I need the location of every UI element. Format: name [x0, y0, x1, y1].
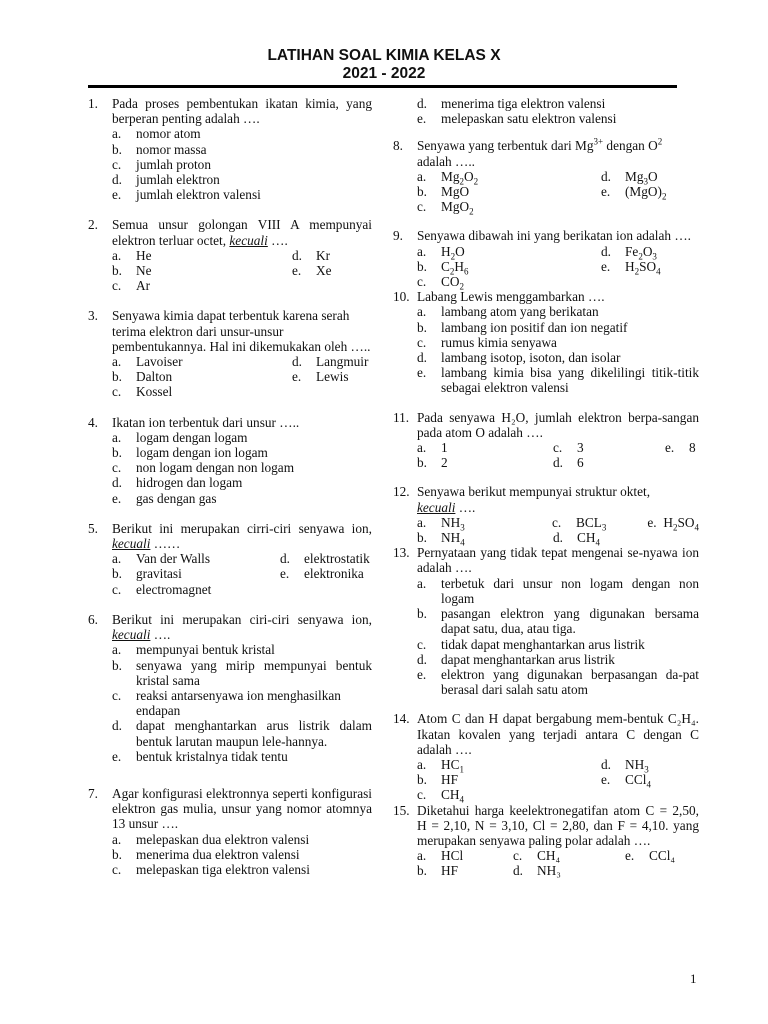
option-c: c. MgO$_2$ — [417, 199, 474, 217]
options-row — [112, 551, 372, 566]
options-row — [417, 243, 699, 262]
option-b: b. $C_2H_6$ — [417, 258, 469, 277]
option-d: d. $Mg_3O$ — [601, 168, 658, 187]
options-row — [417, 848, 699, 863]
options-row — [417, 440, 699, 455]
option-c: c. Kossel — [112, 384, 173, 400]
question-number: 1. — [88, 96, 98, 111]
option-e: e. Lewis — [292, 369, 349, 385]
question-number: 3. — [88, 308, 98, 324]
options-row — [417, 530, 699, 548]
question-8 — [393, 136, 699, 217]
option-c: c. tidak dapat menghantarkan arus listrik — [417, 636, 645, 652]
option-c: c. $BCL_3$ — [552, 514, 607, 533]
question-number: 6. — [88, 611, 98, 627]
option-d: d. dapat menghantarkan arus listrik — [417, 651, 615, 667]
option-e: e. $(MgO)_2$ — [601, 184, 667, 202]
school-year: 2021 - 2022 — [342, 65, 426, 82]
option-a: a. Lavoiser — [112, 354, 183, 370]
option-a: a. 1 — [417, 440, 448, 456]
option-b: b. HF — [417, 863, 458, 879]
option-b: b. gravitasi — [112, 566, 182, 582]
options-row — [417, 258, 699, 277]
right-column — [393, 96, 699, 879]
option-b: b. logam dengan ion logam — [112, 445, 268, 461]
option-d: d. menerima tiga elektron valensi — [417, 96, 606, 111]
page-title: LATIHAN SOAL KIMIA KELAS X — [267, 47, 501, 64]
option-b: b. 2 — [417, 455, 448, 471]
option-a: a. Van der Walls — [112, 551, 211, 567]
question-stem: Pernyataan yang tidak tepat mengenai se-nyawa ion adalah …. — [417, 545, 699, 576]
option-b: b. pasangan elektron yang digunakan bersama dapat satu, dua, atau tiga. — [417, 606, 699, 637]
option-d: d. NH₃ — [513, 863, 561, 879]
question-number: 12. — [393, 484, 410, 500]
question-15 — [393, 803, 699, 879]
question-9 — [393, 228, 699, 292]
question-number: 13. — [393, 545, 410, 561]
option-c: c. 3 — [553, 440, 584, 456]
option-a: a. terbetuk dari unsur non logam dengan non logam — [417, 575, 699, 606]
option-c: c. $CH_4$ — [417, 787, 464, 805]
question-7 — [88, 786, 372, 877]
option-b: b. senyawa yang mirip mempunyai bentuk kristal sama — [112, 657, 372, 688]
options-row — [417, 455, 699, 470]
option-d: d. hidrogen dan logam — [112, 475, 243, 491]
question-stem: Atom C dan H dapat bergabung mem-bentuk C₂H₄. Ikatan kovalen yang terjadi antara C dengan C adalah …. — [417, 711, 699, 757]
option-e: e. jumlah elektron valensi — [112, 187, 261, 203]
option-a: a. lambang atom yang berikatan — [417, 304, 599, 320]
option-a: a. mempunyai bentuk kristal — [112, 642, 275, 658]
question-number: 5. — [88, 520, 98, 536]
option-c: c. jumlah proton — [112, 156, 211, 172]
question-stem: Senyawa kimia dapat terbentuk karena serah terima elektron dari unsur-unsur pembentukannya. Hal ini dikemukakan oleh ….. — [112, 308, 371, 354]
option-b: b. Ne — [112, 263, 152, 279]
option-b: b. Dalton — [112, 369, 173, 385]
option-c: c. non logam dengan non logam — [112, 460, 295, 476]
question-2 — [88, 217, 372, 293]
option-d: d. dapat menghantarkan arus listrik dalam bentuk larutan maupun lele-hannya. — [112, 718, 372, 749]
option-e: e. elektronika — [280, 566, 364, 582]
option-a: a. $H_2O$ — [417, 243, 465, 262]
option-e: e. CCl$_4$ — [601, 772, 651, 790]
question-number: 4. — [88, 414, 98, 430]
option-d: d. $Fe_2O_3$ — [601, 243, 657, 262]
question-6 — [88, 612, 372, 764]
option-e: e. bentuk kristalnya tidak tentu — [112, 748, 288, 764]
option-e: e. elektron yang digunakan berpasangan da-pat berasal dari salah satu atom — [417, 666, 699, 698]
question-4 — [88, 415, 372, 506]
options-row — [112, 248, 372, 263]
option-b: b. lambang ion positif dan ion negatif — [417, 319, 628, 335]
option-b: b. $NH_4$ — [417, 530, 465, 548]
option-d: d. 6 — [553, 455, 584, 471]
option-a: a. nomor atom — [112, 126, 201, 142]
question-stem: Ikatan ion terbentuk dari unsur ….. — [112, 414, 300, 430]
question-10 — [393, 289, 699, 395]
title-rule — [88, 85, 677, 88]
question-stem: Berikut ini merupakan cirri-ciri senyawa ion, kecuali …… — [112, 520, 372, 552]
option-b: b. menerima dua elektron valensi — [112, 846, 300, 862]
question-5 — [88, 521, 372, 597]
options-row — [417, 514, 699, 533]
page-number: 1 — [690, 971, 697, 986]
option-e: e. $H_2SO_4$ — [601, 258, 661, 277]
question-stem: Senyawa dibawah ini yang berikatan ion adalah …. — [417, 228, 691, 244]
option-b: b. nomor massa — [112, 141, 207, 157]
question-number: 2. — [88, 217, 98, 233]
option-c: c. $CO_2$ — [417, 274, 464, 292]
question-stem: Berikut ini merupakan ciri-ciri senyawa ion, kecuali …. — [112, 611, 372, 643]
option-c: c. CH₄ — [513, 848, 561, 864]
question-stem: Senyawa yang terbentuk dari $Mg^{3+}$ dengan $O^2$ adalah ….. — [417, 136, 663, 169]
option-a: a. melepaskan dua elektron valensi — [112, 831, 310, 847]
option-d: d. $NH_3$ — [601, 756, 649, 775]
question-14 — [393, 711, 699, 805]
options-row — [417, 184, 699, 202]
option-a: a. He — [112, 247, 152, 263]
question-stem: Pada senyawa H₂O, jumlah elektron berpa-sangan pada atom O adalah …. — [417, 409, 699, 440]
question-number: 9. — [393, 228, 403, 244]
question-stem: Agar konfigurasi elektronnya seperti konfigurasi elektron gas mulia, unsur yang nomor atomnya 13 unsur …. — [112, 785, 372, 832]
option-c: c. electromagnet — [112, 581, 212, 597]
option-c: c. melepaskan tiga elektron valensi — [112, 861, 310, 877]
option-e: e. Xe — [292, 263, 332, 279]
options-row — [417, 168, 699, 187]
question-number: 7. — [88, 785, 98, 801]
question-7-continued — [393, 96, 699, 126]
option-d: d. lambang isotop, isoton, dan isolar — [417, 350, 621, 366]
option-d: d. Langmuir — [292, 354, 369, 370]
option-c: c. rumus kimia senyawa — [417, 334, 557, 350]
question-number: 10. — [393, 289, 410, 305]
options-row — [417, 772, 699, 790]
question-11 — [393, 410, 699, 471]
option-b: b. HF — [417, 772, 458, 788]
option-e: e. 8 — [665, 440, 696, 456]
question-stem: Pada proses pembentukan ikatan kimia, yang berperan penting adalah …. — [112, 96, 372, 127]
question-stem: Labang Lewis menggambarkan …. — [417, 289, 605, 305]
question-number: 8. — [393, 138, 403, 154]
option-d: d. Kr — [292, 247, 331, 263]
option-b: b. MgO — [417, 184, 470, 200]
option-a: a. $NH_3$ — [417, 514, 465, 533]
option-a: a. $HC_1$ — [417, 756, 464, 775]
option-a: a. $Mg_2O_2$ — [417, 168, 479, 187]
option-a: a. HCl — [417, 848, 464, 864]
left-column — [88, 96, 372, 877]
question-13 — [393, 545, 699, 697]
options-row — [112, 566, 372, 581]
option-a: a. logam dengan logam — [112, 429, 248, 445]
question-number: 14. — [393, 711, 410, 727]
question-3 — [88, 308, 372, 399]
question-stem: Diketahui harga keelektronegatifan atom C = 2,50, H = 2,10, N = 3,10, Cl = 2,80, dan F = 4,10. yang merupakan senyawa paling polar adalah …. — [417, 802, 699, 848]
option-c: c. Ar — [112, 278, 151, 294]
option-e: e. gas dengan gas — [112, 490, 217, 506]
option-e: e. lambang kimia bisa yang dikelilingi titik-titik sebagai elektron valensi — [417, 365, 699, 396]
option-d: d. elektrostatik — [280, 551, 370, 567]
option-e: e. CCl₄ — [625, 848, 676, 864]
option-d: d. jumlah elektron — [112, 172, 220, 188]
question-number: 15. — [393, 802, 410, 818]
option-e: e. melepaskan satu elektron valensi — [417, 111, 617, 127]
question-stem: Senyawa berikut mempunyai struktur oktet, kecuali …. — [417, 484, 651, 515]
question-stem: Semua unsur golongan VIII A mempunyai elektron terluar octet, kecuali …. — [112, 217, 372, 248]
option-d: d. $CH_4$ — [553, 530, 600, 548]
question-number: 11. — [393, 409, 410, 425]
option-e: e. $H_2SO_4$ — [647, 514, 699, 533]
question-1 — [88, 96, 372, 202]
option-c: c. reaksi antarsenyawa ion menghasilkan endapan — [112, 687, 341, 719]
options-row — [417, 756, 699, 775]
options-row — [112, 354, 372, 369]
question-12 — [393, 484, 699, 548]
options-row — [112, 263, 372, 278]
options-row — [112, 369, 372, 384]
options-row — [417, 863, 699, 878]
